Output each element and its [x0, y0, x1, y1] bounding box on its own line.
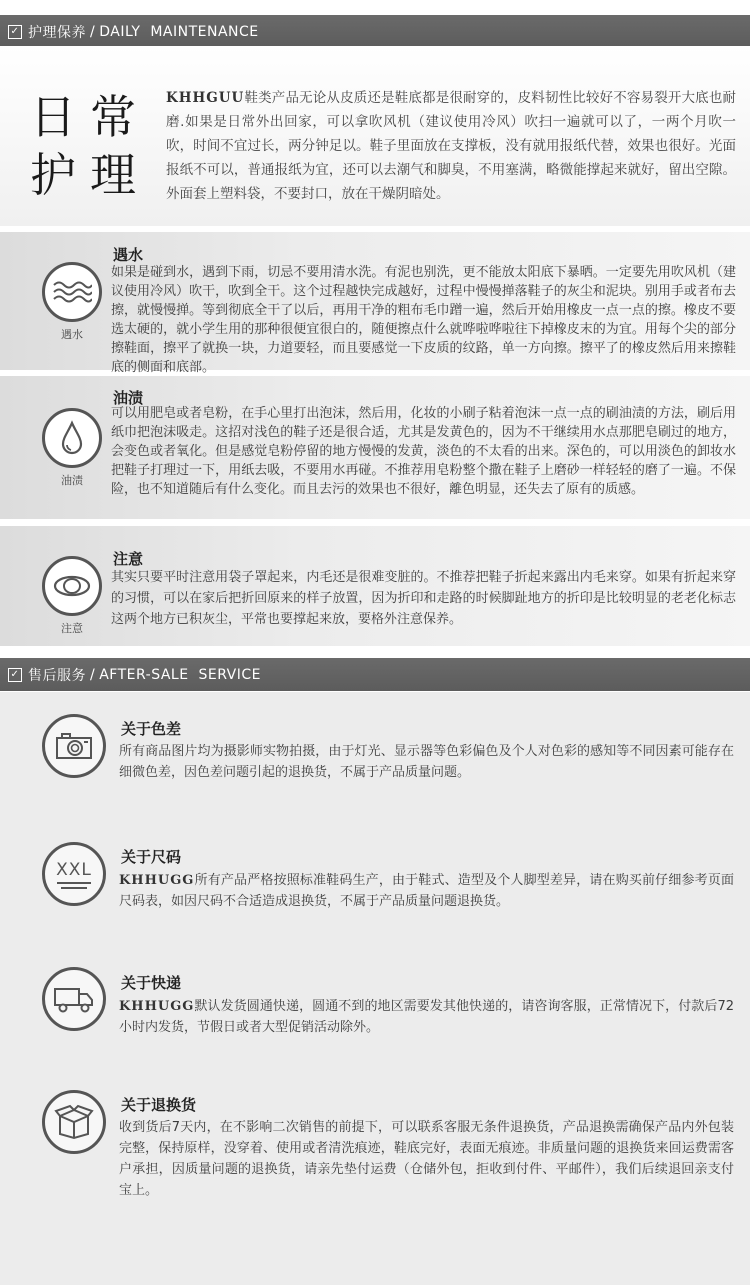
service-text: 所有商品图片均为摄影师实物拍摄，由于灯光、显示器等色彩偏色及个人对色彩的感知等不同因素可能存在细微色差，因色差问题引起的退换货，不属于产品质量问题。 — [119, 744, 734, 780]
size-xxl-icon — [42, 842, 106, 906]
care-text: 其实只要平时注意用袋子罩起来，内毛还是很难变脏的。不推荐把鞋子折起来露出内毛来穿。如果有折起来穿的习惯，可以在家后把折回原来的样子放置，因为折印和走路的时候脚趾地方的折印是比较明显的老老化标志这两个地方已积灰尘，平常也要撑起来放，要格外注意保养。 — [111, 570, 736, 627]
care-title: 注意 — [113, 550, 144, 568]
checkbox-icon: ✓ — [8, 25, 22, 39]
service-header-en: AFTER-SALE SERVICE — [99, 666, 262, 683]
care-icon-label: 油渍 — [61, 474, 83, 487]
maintenance-header-en: DAILY MAINTENANCE — [99, 23, 259, 40]
service-title: 关于快递 — [121, 974, 182, 992]
header-separator: / — [90, 666, 96, 683]
eye-icon — [42, 556, 102, 616]
care-text: 如果是碰到水，遇到下雨，切忌不要用清水洗。有泥也别洗，更不能放太阳底下暴晒。一定要先用吹风机（建议使用冷风）吹干，吹到全干。这个过程越快完成越好，过程中慢慢掸落鞋子的灰尘和泥块。别用手或者布去擦，就慢慢掸。等到彻底全干了以后，再用干净的粗布毛巾蹭一遍，然后开始用橡皮一点一点的擦。橡皮不要选太硬的，就小学生用的那种很便宜很白的，随便擦点什么就哗啦哗啦往下掉橡皮末的为宜。用每个尖的部分擦鞋面，擦平了就换一块，力道要轻，而且要感觉一下皮质的纹路，单一方向擦。擦平了的橡皮然后用来擦鞋底的侧面和底部。 — [111, 265, 736, 375]
maintenance-header — [0, 15, 750, 48]
camera-icon — [42, 714, 106, 778]
size-icon-text: XXL — [56, 859, 92, 880]
maintenance-header-cn: 护理保养 — [28, 24, 86, 41]
brand-name: KHHUGG — [119, 999, 195, 1014]
service-text: 默认发货圆通快递，圆通不到的地区需要发其他快递的，请咨询客服，正常情况下，付款后72小时内发货，节假日或者大型促销活动除外。 — [119, 999, 734, 1035]
big-title-line1: 日常 — [30, 90, 150, 144]
checkbox-icon: ✓ — [8, 668, 22, 682]
service-text: 收到货后7天内，在不影响二次销售的前提下，可以联系客服无条件退换货，产品退换需确保产品内外包装完整，保持原样，没穿着、使用或者清洗痕迹，鞋底完好，表面无痕迹。非质量问题的退换货来回运费需客户承担，因质量问题的退换货，请亲先垫付运费（仓储外包，拒收到付件、平邮件），我们后续退回亲支付宝上。 — [119, 1120, 734, 1198]
package-box-icon — [42, 1090, 106, 1154]
delivery-truck-icon — [42, 967, 106, 1031]
intro-text: 鞋类产品无论从皮质还是鞋底都是很耐穿的，皮料韧性比较好不容易裂开大底也耐磨.如果是日常外出回家，可以拿吹风机（建议使用冷风）吹扫一遍就可以了，一两个月吹一吹，时间不宜过长，两分钟足以。鞋子里面放在支撑板，没有就用报纸代替，效果也很好。光面报纸不可以，普通报纸为宜，还可以去潮气和脚臭，不用塞满，略微能撑起来就好，留出空隙。外面套上塑料袋，不要封口，放在干燥阴暗处。 — [166, 90, 736, 202]
service-header-cn: 售后服务 — [28, 667, 86, 684]
brand-name: KHHUGG — [119, 873, 195, 888]
big-title-line2: 护理 — [30, 148, 150, 202]
care-icon-label: 注意 — [61, 622, 83, 635]
oil-drop-icon — [42, 408, 102, 468]
brand-name: KHHGUU — [166, 90, 245, 106]
service-title: 关于尺码 — [121, 848, 182, 866]
service-text: 所有产品严格按照标准鞋码生产，由于鞋式、造型及个人脚型差异，请在购买前仔细参考页面尺码表，如因尺码不合适造成退换货，不属于产品质量问题退换货。 — [119, 873, 734, 909]
service-paragraph — [119, 870, 734, 912]
service-title: 关于色差 — [121, 720, 182, 738]
water-wave-icon — [42, 262, 102, 322]
service-header — [0, 658, 750, 691]
care-title: 油渍 — [113, 389, 144, 407]
intro-paragraph — [166, 86, 736, 206]
header-separator: / — [90, 23, 96, 40]
care-icon-label: 遇水 — [61, 328, 83, 341]
service-title: 关于退换货 — [121, 1096, 197, 1114]
big-title — [30, 88, 150, 204]
care-text: 可以用肥皂或者皂粉，在手心里打出泡沫，然后用，化妆的小刷子粘着泡沫一点一点的刷油渍的方法，刷后用纸巾把泡沫吸走。这招对浅色的鞋子还是很合适，尤其是发黄色的，因为不干继续用水点那肥皂刷过的地方，会变色或者氧化。但是感觉皂粉停留的地方慢慢的发黄，淡色的不太看的出来。深色的，可以用淡色的卸妆水把鞋子打理过一下，用纸去吸，不要用水再碰。不推荐用皂粉整个撒在鞋子上磨砂一样轻轻的磨了一遍。不保险，也不知道随后有什么变化。而且去污的效果也不很好，離色明显，还失去了原有的质感。 — [111, 406, 736, 497]
care-title: 遇水 — [113, 246, 144, 264]
service-paragraph — [119, 996, 734, 1038]
